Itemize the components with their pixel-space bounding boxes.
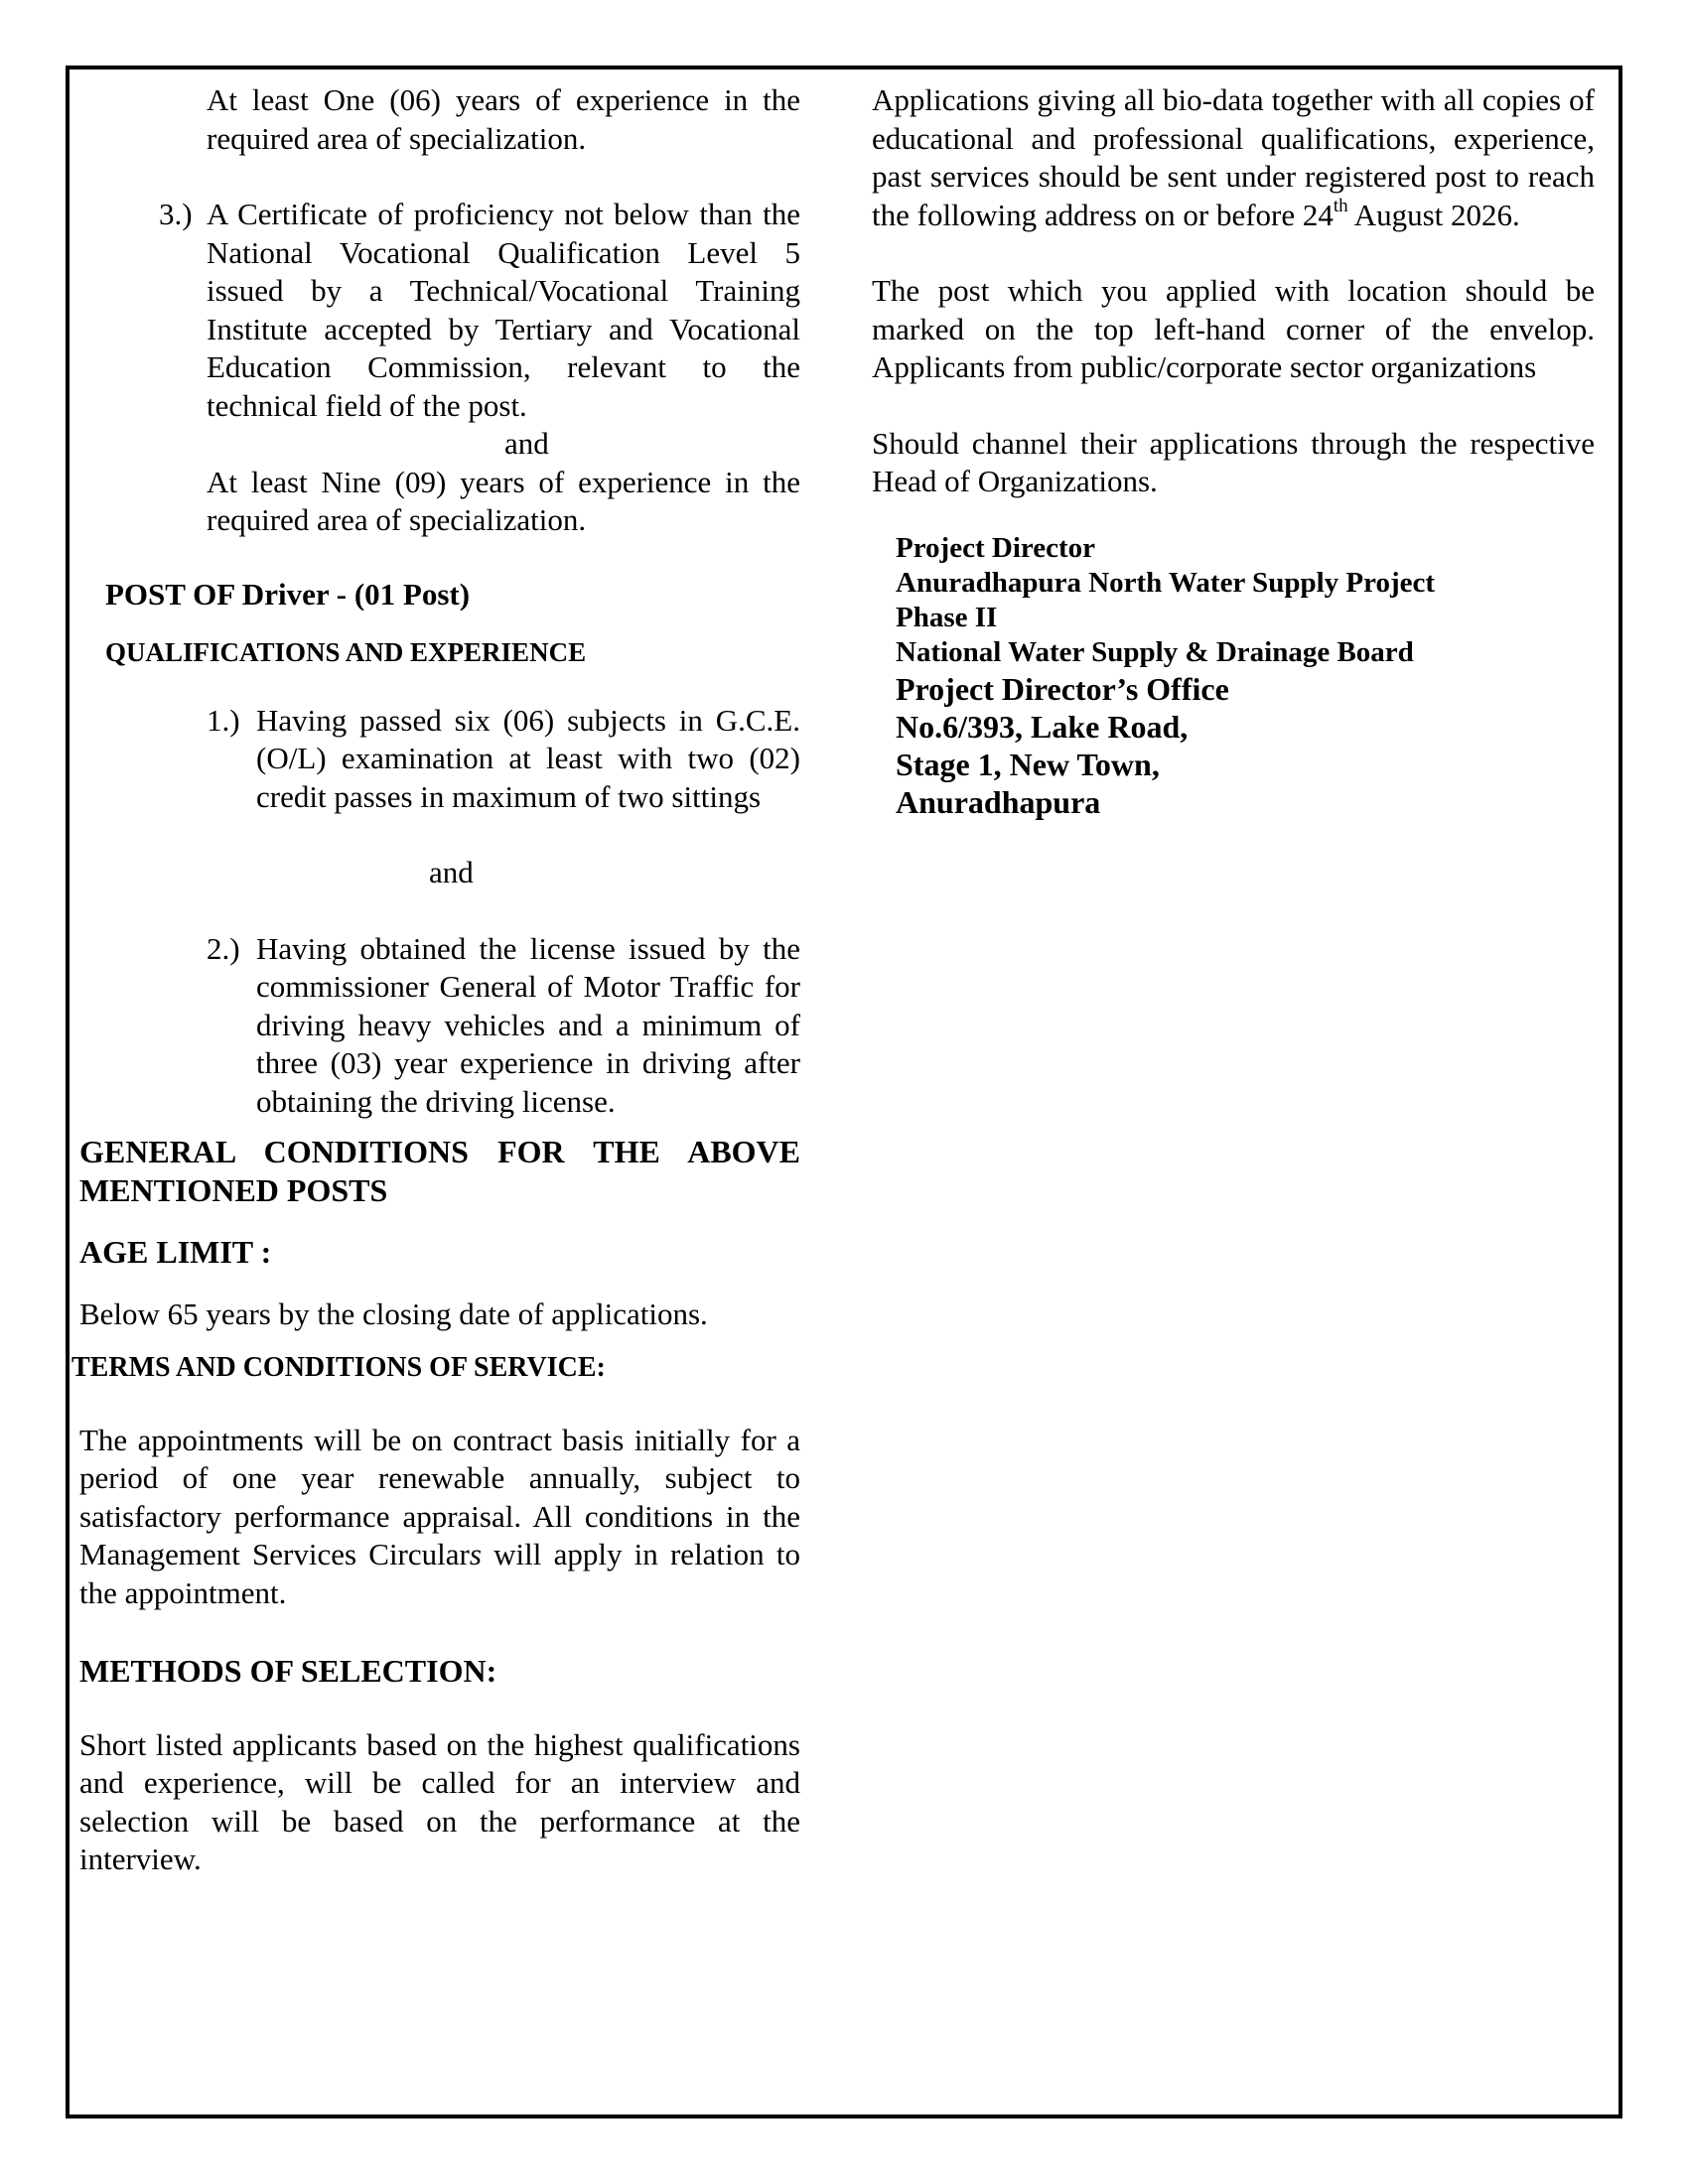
experience-one: At least One (06) years of experience in the required area of specialization.: [207, 82, 800, 156]
age-limit-heading: AGE LIMIT :: [79, 1234, 272, 1270]
general-conditions-heading: GENERAL CONDITIONS FOR THE ABOVE MENTIONED POSTS: [79, 1134, 800, 1208]
address-line-2: Anuradhapura North Water Supply Project: [896, 566, 1435, 599]
address-line-3: Phase II: [896, 601, 998, 633]
driver-item-2-number: 2.): [207, 930, 240, 966]
post-heading: POST OF Driver - (01 Post): [105, 576, 471, 612]
driver-and-connector: and: [429, 855, 474, 889]
address-line-8: Anuradhapura: [896, 783, 1101, 820]
driver-item-1-text: Having passed six (06) subjects in G.C.E. (O/L) examination at least with two (02) credit passes in maximum of two sittings: [256, 702, 800, 814]
postal-address: [896, 531, 1595, 821]
channel-note: Should channel their applications through the respective Head of Organizations.: [872, 425, 1595, 498]
item-3-text: A Certificate of proficiency not below than the National Vocational Qualification Level 5 issued by a Technical/Vocational Training Institute accepted by Tertiary and Vocational Education Commission, relevant to the technical field of the post.: [207, 197, 800, 423]
age-limit-text: Below 65 years by the closing date of applications.: [79, 1296, 708, 1331]
post-location-note: The post which you applied with location should be marked on the top left-hand corner of the envelop. Applicants from public/corporate sector organizations: [872, 273, 1595, 384]
address-line-6: No.6/393, Lake Road,: [896, 708, 1189, 745]
methods-heading: METHODS OF SELECTION:: [79, 1653, 497, 1689]
experience-nine: At least Nine (09) years of experience in the required area of specialization.: [207, 464, 800, 537]
address-line-4: National Water Supply & Drainage Board: [896, 635, 1414, 668]
methods-text: Short listed applicants based on the highest qualifications and experience, will be called for an interview and selection will be based on the performance at the interview.: [79, 1726, 800, 1876]
application-instructions: Applications giving all bio-data together with all copies of educational and professional qualifications, experience, past services should be sent under registered post to reach the following address on or before 24th August 2026.: [872, 82, 1595, 232]
and-connector: and: [504, 426, 549, 461]
qualifications-heading: QUALIFICATIONS AND EXPERIENCE: [105, 637, 587, 667]
address-line-7: Stage 1, New Town,: [896, 746, 1160, 782]
page-frame: [66, 66, 1622, 2118]
address-line-5: Project Director’s Office: [896, 670, 1229, 707]
driver-item-2: [75, 930, 806, 1122]
item-3: [75, 196, 806, 425]
left-column: [71, 81, 806, 1879]
right-column: [872, 81, 1595, 821]
driver-item-2-text: Having obtained the license issued by the commissioner General of Motor Traffic for driving heavy vehicles and a minimum of three (03) year experience in driving after obtaining the driving license.: [256, 930, 800, 1119]
item-3-number: 3.): [159, 197, 193, 231]
terms-text: The appointments will be on contract basis initially for a period of one year renewable annually, subject to satisfactory performance appraisal. All conditions in the Management Services Circulars will apply in relation to the appointment.: [79, 1422, 800, 1610]
address-line-1: Project Director: [896, 531, 1095, 564]
terms-heading: TERMS AND CONDITIONS OF SERVICE:: [71, 1352, 606, 1383]
driver-item-1: [75, 702, 806, 817]
driver-item-1-number: 1.): [207, 702, 240, 738]
